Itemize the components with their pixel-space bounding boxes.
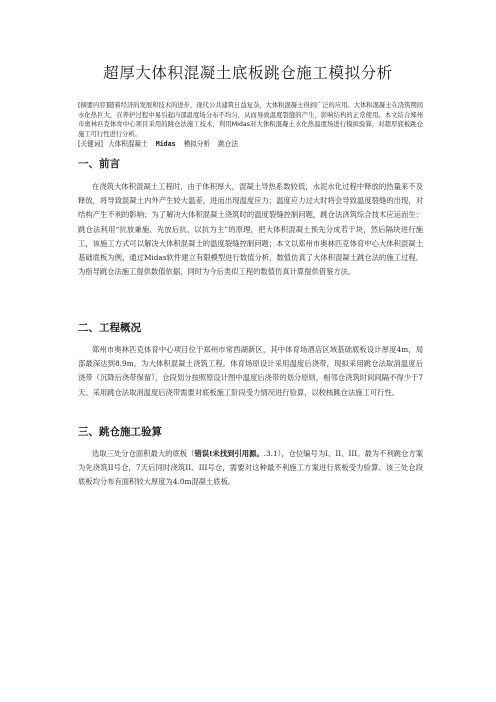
keywords-label: [关键词] — [78, 140, 103, 148]
section-heading-overview: 二、工程概况 — [78, 322, 141, 334]
section-paragraph-preface: 在浇筑大体积混凝土工程时，由于体积厚大，混凝土导热系数较低，水泥水化过程中释放的热量来不及释放，将导致混凝土内外产生较大温差，进而出现温度应力；温度应力过大时将会导致温度裂缝的出现，对结构产生不利的影响；为了解决大体积混凝土浇筑时的温度裂缝控制问题，跳仓法浇筑综合技术应运而生：跳仓法利用“抗放兼施、先放后抗、以抗为主”的原理，把大体积混凝土预先分成若干块，然后隔块进行施工，该施工方式可以解决大体积混凝土的温度裂缝控制问题；本文以郑州市奥林匹克体育中心大体积混凝土基础底板为例，通过Midas软件建立有限模型进行数值分析，数值仿真了大体积混凝土跳仓法的施工过程，为指导跳仓法施工提供数值依据，同时为今后类似工程的数值仿真计算提供借鉴方法。 — [78, 182, 423, 277]
document-title: 超厚大体积混凝土底板跳仓施工模拟分析 — [103, 64, 393, 82]
keyword: 跳仓法 — [218, 140, 238, 148]
reference-error: 错误!未找到引用源。 — [194, 449, 264, 458]
keyword: 模拟分析 — [183, 140, 211, 148]
abstract: [摘要内容]随着经济的发展和技术的进步，现代公共建筑日益复杂，大体积混凝土得到广泛的应用。大体积混凝土在浇筑期间水化热巨大，在养护过程中易引起内部温度场分布不均匀，从而导致温度裂缝的产生，影响结构的正常使用。本文结合郑州市奥林匹克体育中心项目采用的跳仓法施工技术，利用Midas对大体积混凝土水化热温度场进行模拟验算，对超厚底板跳仓施工可行性进行分析。 — [78, 102, 423, 138]
paragraph-text: .3.1），仓位编号为I、II、III。最为不利跳仓方案为先浇筑II号仓，7天后同时浇筑II、III号仓，需要对这种最不利施工方案进行底板受力验算。该三处仓段底板均分布有面积较大厚度为4.0m混凝土底板。 — [78, 449, 424, 487]
section-heading-preface: 一、前言 — [78, 158, 120, 170]
section-paragraph-overview: 郑州市奥林匹克体育中心项目位于郑州市常西湖新区，其中体育场酒店区域基础底板设计厚度4m，局部最深达到8.9m，为大体积混凝土浇筑工程。体育场原设计采用温度后浇带，现拟采用跳仓法取消温度后浇带（沉降后浇带保留），仓段划分按照原设计图中温度后浇带的划分原则，相邻仓浇筑时间间隔不得少于7天。采用跳仓法取消温度后浇带需要对底板施工阶段受力情况进行验算，以校核跳仓法施工可行性。 — [78, 345, 423, 397]
keywords-line — [78, 140, 423, 149]
paragraph-text: 选取三处分仓面积最大的底板（ — [92, 449, 195, 458]
keyword: Midas — [155, 140, 176, 148]
section-heading-verification: 三、跳仓施工验算 — [78, 426, 162, 438]
section-paragraph-verification — [78, 447, 423, 490]
keyword: 大体积混凝土 — [108, 140, 148, 148]
